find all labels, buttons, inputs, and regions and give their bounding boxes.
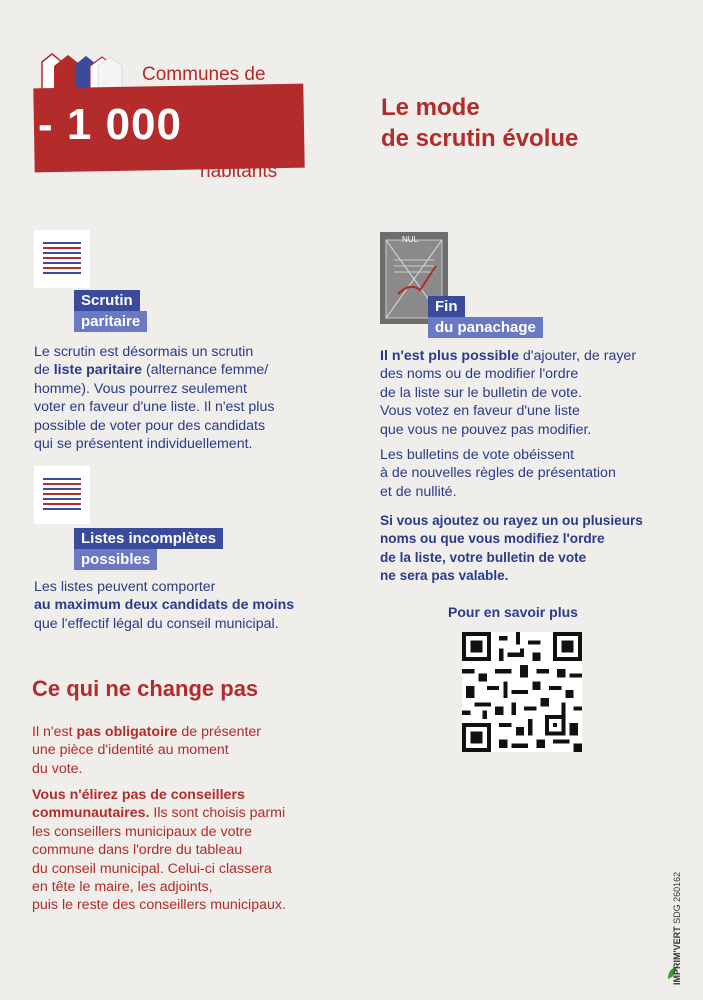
imprim-text: IMPRIM'VERT <box>672 926 682 985</box>
listes-tag-line2: possibles <box>74 549 157 570</box>
change-paragraph-1 <box>32 723 332 778</box>
text-line: voter en faveur d'une liste. Il n'est plus <box>34 399 275 416</box>
text-line: possible de voter pour des candidats <box>34 417 266 434</box>
change-paragraph-2 <box>32 786 352 915</box>
text-line: une pièce d'identité au moment <box>32 742 229 759</box>
scrutin-tag-line1: Scrutin <box>74 290 140 311</box>
ballot-list-icon <box>34 230 90 288</box>
text-line <box>32 804 352 822</box>
qr-code[interactable] <box>462 632 582 752</box>
text-line <box>380 347 680 365</box>
text-line: qui se présentent individuellement. <box>34 436 253 453</box>
text-fragment: d'ajouter, de rayer <box>518 348 637 364</box>
text-fragment: Ils sont choisis parmi <box>149 805 286 822</box>
scrutin-paragraph <box>34 343 334 453</box>
text-bold: liste paritaire <box>53 362 143 379</box>
panachage-tag-line2: du panachage <box>428 317 543 338</box>
text-bold: communautaires. <box>32 805 150 822</box>
title-line-1: Le mode <box>381 94 480 121</box>
text-line <box>32 786 352 804</box>
text-line: des noms ou de modifier l'ordre <box>380 366 579 383</box>
panachage-warning <box>380 512 690 586</box>
text-bold: Il n'est plus possible <box>380 348 519 364</box>
text-line: à de nouvelles règles de présentation <box>380 465 616 482</box>
text-bold: Vous n'élirez pas de conseillers <box>32 787 245 803</box>
text-line: en tête le maire, les adjoints, <box>32 879 213 896</box>
communes-label: Communes de <box>142 64 266 85</box>
panachage-paragraph-1 <box>380 347 680 439</box>
text-line: Si vous ajoutez ou rayez un ou plusieurs <box>380 513 643 528</box>
sdg-code: SDG 260162 <box>672 871 682 924</box>
text-line: et de nullité. <box>380 483 457 500</box>
text-line: noms ou que vous modifiez l'ordre <box>380 531 605 547</box>
imprim-vert-label <box>672 872 682 985</box>
panachage-paragraph-2 <box>380 446 680 501</box>
population-number: - 1 000 <box>38 100 182 149</box>
panachage-tag <box>428 296 543 338</box>
habitants-label: habitants <box>200 161 278 182</box>
text-fragment: (alternance femme/ <box>142 362 269 379</box>
text-line: de la liste sur le bulletin de vote. <box>380 384 582 401</box>
text-line: commune dans l'ordre du tableau <box>32 842 243 859</box>
listes-tag-line1: Listes incomplètes <box>74 528 223 549</box>
text-line: Les bulletins de vote obéissent <box>380 447 575 463</box>
listes-paragraph <box>34 578 344 633</box>
text-line: ne sera pas valable. <box>380 568 509 584</box>
text-line: Les listes peuvent comporter <box>34 579 216 595</box>
text-line: du vote. <box>32 760 83 777</box>
change-title: Ce qui ne change pas <box>32 676 259 701</box>
text-line: de la liste, votre bulletin de vote <box>380 549 587 565</box>
title-line-2: de scrutin évolue <box>381 125 579 152</box>
text-line: Vous votez en faveur d'une liste <box>380 403 580 420</box>
panachage-tag-line1: Fin <box>428 296 465 317</box>
text-line: puis le reste des conseillers municipaux. <box>32 897 286 914</box>
text-bold: au maximum deux candidats de moins <box>34 597 295 614</box>
text-fragment: de <box>34 362 54 379</box>
text-line: homme). Vous pourrez seulement <box>34 380 247 397</box>
text-fragment: de présenter <box>177 724 262 740</box>
text-line: que l'effectif légal du conseil municipal. <box>34 615 279 632</box>
scrutin-tag-line2: paritaire <box>74 311 147 332</box>
text-line: que vous ne pouvez pas modifier. <box>380 421 592 438</box>
scrutin-tag <box>74 290 147 332</box>
nul-label: NUL <box>402 235 419 244</box>
text-line: les conseillers municipaux de votre <box>32 823 253 840</box>
text-line <box>34 596 344 614</box>
text-line: du conseil municipal. Celui-ci classera <box>32 860 272 877</box>
savoir-plus-label: Pour en savoir plus <box>448 604 578 620</box>
text-line <box>32 723 332 741</box>
text-line <box>34 361 334 379</box>
listes-tag <box>74 528 223 570</box>
text-bold: pas obligatoire <box>76 724 178 740</box>
text-line: Le scrutin est désormais un scrutin <box>34 344 254 360</box>
text-fragment: Il n'est <box>32 724 77 740</box>
page-title <box>381 92 681 154</box>
ballot-list-icon <box>34 466 90 524</box>
